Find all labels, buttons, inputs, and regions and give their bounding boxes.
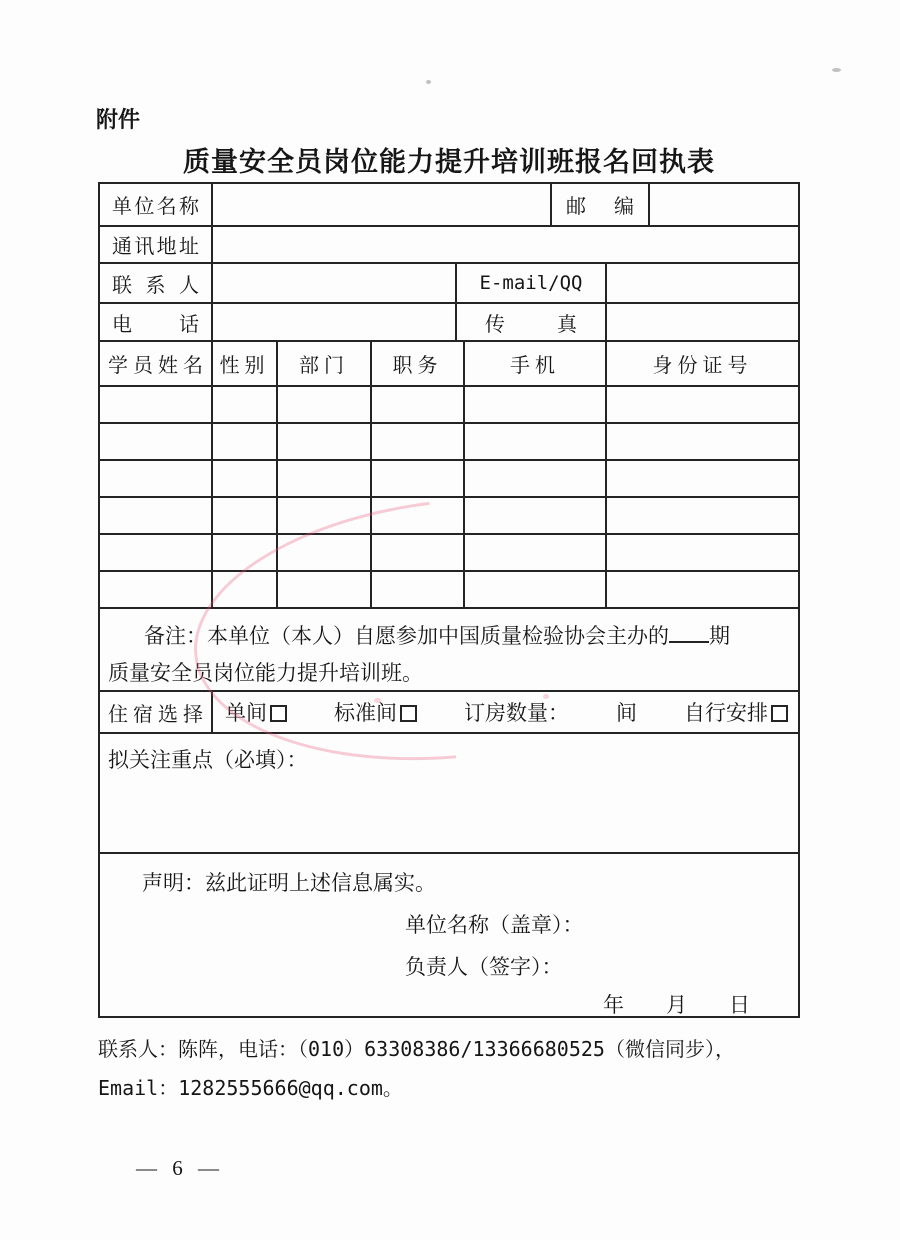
postcode-label: 邮 编 — [566, 196, 634, 218]
postcode-input-cell[interactable] — [650, 184, 798, 225]
roster-empty-cell[interactable] — [213, 387, 278, 422]
rooms-unit-label: 间 — [616, 701, 637, 725]
roster-header-name: 学员姓名 — [108, 355, 203, 377]
roster-empty-cell[interactable] — [372, 387, 465, 422]
roster-empty-cell[interactable] — [213, 572, 278, 607]
declaration-signature: 负责人（签字）： — [405, 955, 563, 979]
registration-form-table — [98, 182, 800, 1018]
declaration-cell — [100, 854, 798, 1016]
address-label-cell — [100, 227, 213, 262]
roster-header-name-cell — [100, 342, 213, 385]
roster-empty-cell[interactable] — [372, 498, 465, 533]
accommodation-row — [100, 692, 798, 734]
row-unit-name — [100, 184, 798, 227]
phone-input-cell[interactable] — [213, 304, 457, 340]
roster-empty-cell[interactable] — [372, 461, 465, 496]
roster-empty-row — [100, 535, 798, 572]
roster-empty-cell[interactable] — [465, 424, 607, 459]
email-qq-input-cell[interactable] — [607, 264, 798, 302]
remark-blank-line[interactable] — [669, 622, 709, 643]
roster-empty-cell[interactable] — [465, 572, 607, 607]
row-address — [100, 227, 798, 264]
postcode-label-cell — [552, 184, 650, 225]
contact-label: 联 系 人 — [112, 274, 199, 297]
remark-line1: 备注：本单位（本人）自愿参加中国质量检验协会主办的 — [144, 624, 669, 648]
roster-empty-cell[interactable] — [607, 424, 798, 459]
self-arrange-option: 自行安排 — [684, 697, 788, 727]
roster-header-gender-cell — [213, 342, 278, 385]
roster-empty-cell[interactable] — [100, 387, 213, 422]
roster-empty-cell[interactable] — [100, 498, 213, 533]
attachment-label: 附件 — [96, 107, 141, 132]
roster-empty-cell[interactable] — [465, 387, 607, 422]
roster-header-row — [100, 342, 798, 387]
remark-cell — [100, 609, 798, 690]
page-number: — 6 — — [136, 1156, 224, 1180]
focus-row — [100, 734, 798, 854]
fax-label: 传 真 — [485, 313, 577, 336]
roster-empty-cell[interactable] — [213, 498, 278, 533]
row-phone — [100, 304, 798, 342]
roster-header-id-cell — [607, 342, 798, 385]
unit-name-label: 单位名称 — [112, 196, 199, 218]
focus-cell[interactable] — [100, 734, 798, 852]
footer-email-line: Email：1282555666@qq.com。 — [98, 1076, 403, 1100]
roster-empty-cell[interactable] — [278, 572, 372, 607]
roster-header-position-cell — [372, 342, 465, 385]
focus-label: 拟关注重点（必填）： — [108, 748, 308, 772]
roster-empty-cell[interactable] — [100, 572, 213, 607]
roster-header-mobile-cell — [465, 342, 607, 385]
phone-label-cell — [100, 304, 213, 340]
standard-room-checkbox[interactable] — [400, 705, 417, 722]
roster-empty-row — [100, 498, 798, 535]
roster-header-id: 身份证号 — [652, 355, 753, 377]
roster-empty-cell[interactable] — [465, 535, 607, 570]
roster-empty-cell[interactable] — [372, 535, 465, 570]
roster-empty-cell[interactable] — [213, 535, 278, 570]
row-contact — [100, 264, 798, 304]
declaration-unit-seal: 单位名称（盖章）： — [405, 913, 584, 937]
roster-empty-row — [100, 461, 798, 498]
roster-header-department-cell — [278, 342, 372, 385]
declaration-date: 年 月 日 — [603, 993, 750, 1016]
single-room-checkbox[interactable] — [270, 705, 287, 722]
single-room-option: 单间 — [225, 697, 287, 727]
roster-empty-cell[interactable] — [278, 387, 372, 422]
roster-empty-cell[interactable] — [607, 535, 798, 570]
roster-empty-row — [100, 572, 798, 609]
contact-label-cell — [100, 264, 213, 302]
roster-empty-cell[interactable] — [213, 461, 278, 496]
roster-empty-cell[interactable] — [607, 387, 798, 422]
roster-empty-cell[interactable] — [278, 424, 372, 459]
roster-empty-cell[interactable] — [607, 572, 798, 607]
roster-empty-cell[interactable] — [607, 461, 798, 496]
fax-input-cell[interactable] — [607, 304, 798, 340]
roster-empty-rows — [100, 387, 798, 609]
roster-header-department: 部门 — [299, 355, 349, 377]
address-input-cell[interactable] — [213, 227, 798, 262]
remark-row — [100, 609, 798, 692]
declaration-row — [100, 854, 798, 1016]
roster-header-mobile: 手机 — [510, 355, 560, 377]
address-label: 通讯地址 — [112, 236, 199, 258]
phone-label: 电 话 — [112, 313, 199, 336]
accommodation-label-cell — [100, 692, 213, 732]
roster-header-position: 职务 — [392, 355, 443, 377]
roster-empty-cell[interactable] — [278, 498, 372, 533]
self-arrange-checkbox[interactable] — [771, 705, 788, 722]
declaration-statement: 声明：兹此证明上述信息属实。 — [142, 871, 436, 895]
roster-empty-cell[interactable] — [213, 424, 278, 459]
roster-empty-cell[interactable] — [372, 572, 465, 607]
remark-line2: 质量安全员岗位能力提升培训班。 — [108, 661, 423, 685]
roster-empty-cell[interactable] — [278, 535, 372, 570]
accommodation-label: 住宿选择 — [108, 703, 203, 726]
roster-empty-cell[interactable] — [465, 461, 607, 496]
accommodation-options-cell — [213, 692, 798, 732]
contact-input-cell[interactable] — [213, 264, 457, 302]
roster-empty-cell[interactable] — [100, 535, 213, 570]
footer-contact-info — [98, 1030, 828, 1108]
standard-room-option: 标准间 — [334, 697, 417, 727]
roster-empty-cell[interactable] — [465, 498, 607, 533]
roster-header-gender: 性别 — [219, 355, 270, 377]
footer-contact-line: 联系人：陈阵，电话：（010）63308386/13366680525（微信同步）， — [98, 1037, 735, 1061]
remark-text — [100, 609, 798, 690]
email-qq-label-cell — [457, 264, 607, 302]
email-qq-label: E-mail/QQ — [479, 272, 583, 294]
remark-line1-suffix: 期 — [709, 624, 730, 648]
fax-label-cell — [457, 304, 607, 340]
roster-empty-row — [100, 387, 798, 424]
roster-empty-cell[interactable] — [100, 461, 213, 496]
page-title: 质量安全员岗位能力提升培训班报名回执表 — [183, 147, 715, 177]
roster-empty-cell[interactable] — [372, 424, 465, 459]
roster-empty-cell[interactable] — [278, 461, 372, 496]
roster-empty-cell[interactable] — [100, 424, 213, 459]
scan-artifact — [832, 68, 841, 72]
roster-empty-row — [100, 424, 798, 461]
unit-name-input-cell[interactable] — [213, 184, 552, 225]
booking-qty-label: 订房数量： — [464, 701, 569, 725]
unit-name-label-cell — [100, 184, 213, 225]
roster-empty-cell[interactable] — [607, 498, 798, 533]
scan-artifact — [426, 80, 431, 84]
